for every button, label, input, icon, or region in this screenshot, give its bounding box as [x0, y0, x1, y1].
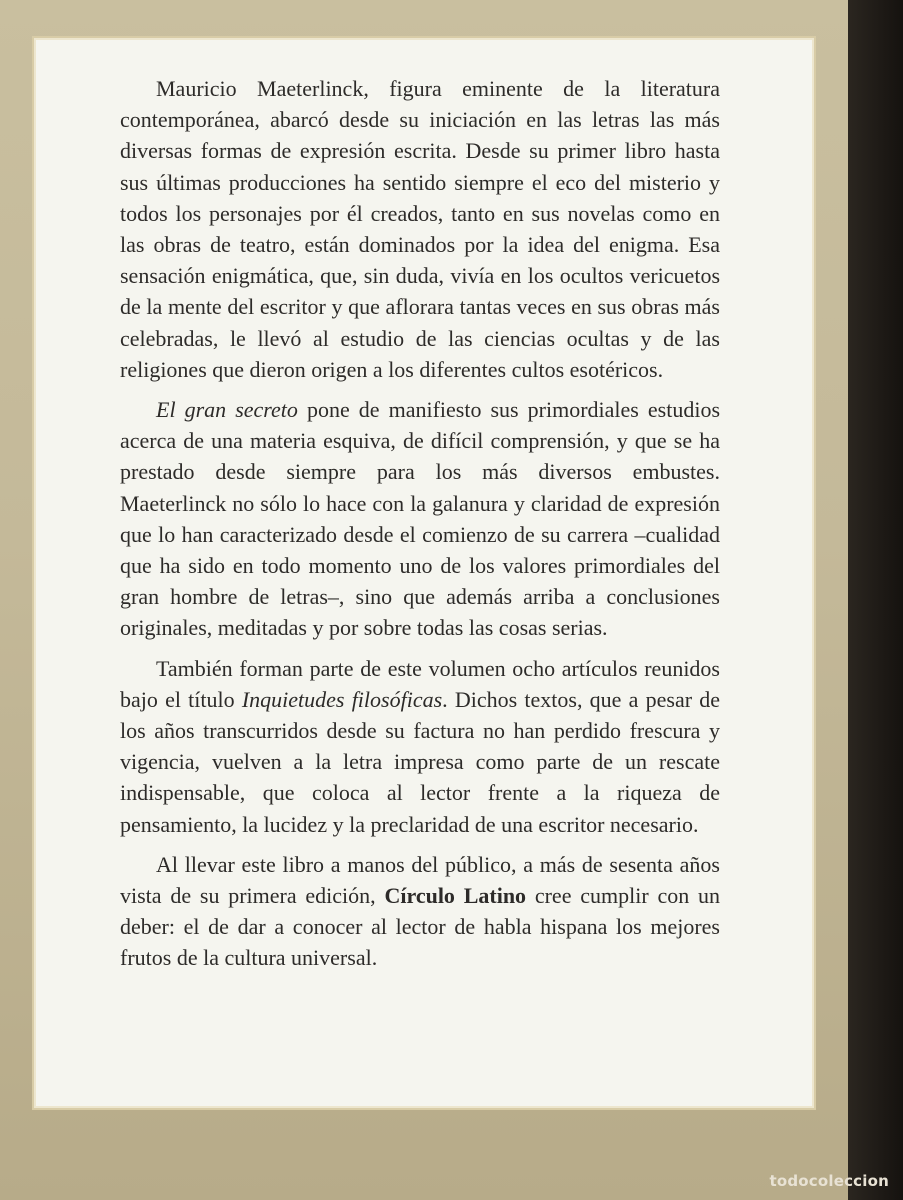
- blurb-paragraph-3-text: . Dichos textos, que a pesar de los años transcurridos desde su factura no han perdido frescura y vigencia, vuelven a la letra impresa como parte de un rescate indispensable, que coloca al lector frente a la riqueza de pensamiento, la lucidez y la preclaridad de una escritor necesario.: [120, 686, 721, 837]
- blurb-paragraph-2-text: pone de manifiesto sus primordiales estudios acerca de una materia esquiva, de difícil comprensión, y que se ha prestado desde siempre para los más diversos embustes. Maeterlinck no sólo lo hace con la galanura y claridad de expresión que lo han caracterizado desde el comienzo de su carrera –cualidad que ha sido en todo momento uno de los valores primordiales del gran hombre de letras–, sino que además arriba a conclusiones originales, meditadas y por sobre todas las cosas serias.: [120, 397, 721, 641]
- book-title-italic: El gran secreto: [156, 397, 298, 423]
- blurb-paragraph-3: [120, 653, 720, 840]
- blurb-paragraph-4-start: Al llevar este libro a manos del público, a más de sesenta años vista de su primera edición,: [120, 851, 720, 909]
- watermark: todocoleccion: [769, 1172, 889, 1190]
- book-spine-edge: [848, 0, 903, 1200]
- blurb-paragraph-4: [120, 849, 720, 974]
- blurb-paragraph-2: [120, 394, 720, 644]
- blurb-paragraph-4-text: cree cumplir con un deber: el de dar a conocer al lector de habla hispana los mejores frutos de la cultura universal.: [120, 883, 720, 971]
- articles-title-italic: Inquietudes filosóficas: [241, 686, 443, 712]
- blurb-paragraph-3-start: También forman parte de este volumen ocho artículos reunidos bajo el título: [120, 655, 720, 712]
- blurb-text: [120, 73, 720, 983]
- blurb-paragraph-1: Mauricio Maeterlinck, figura eminente de la literatura contemporánea, abarcó desde su iniciación en las letras las más diversas formas de expresión escrita. Desde su primer libro hasta sus últimas producciones ha sentido siempre el eco del misterio y todos los personajes por él creados, tanto en sus novelas como en las obras de teatro, están dominados por la idea del enigma. Esa sensación enigmática, que, sin duda, vivía en los ocultos vericuetos de la mente del escritor y que aflorara tantas veces en sus obras más celebradas, le llevó al estudio de las ciencias ocultas y de las religiones que dieron origen a los diferentes cultos esotéricos.: [120, 76, 720, 382]
- blurb-panel: [32, 36, 816, 1110]
- publisher-name: Círculo Latino: [384, 883, 527, 909]
